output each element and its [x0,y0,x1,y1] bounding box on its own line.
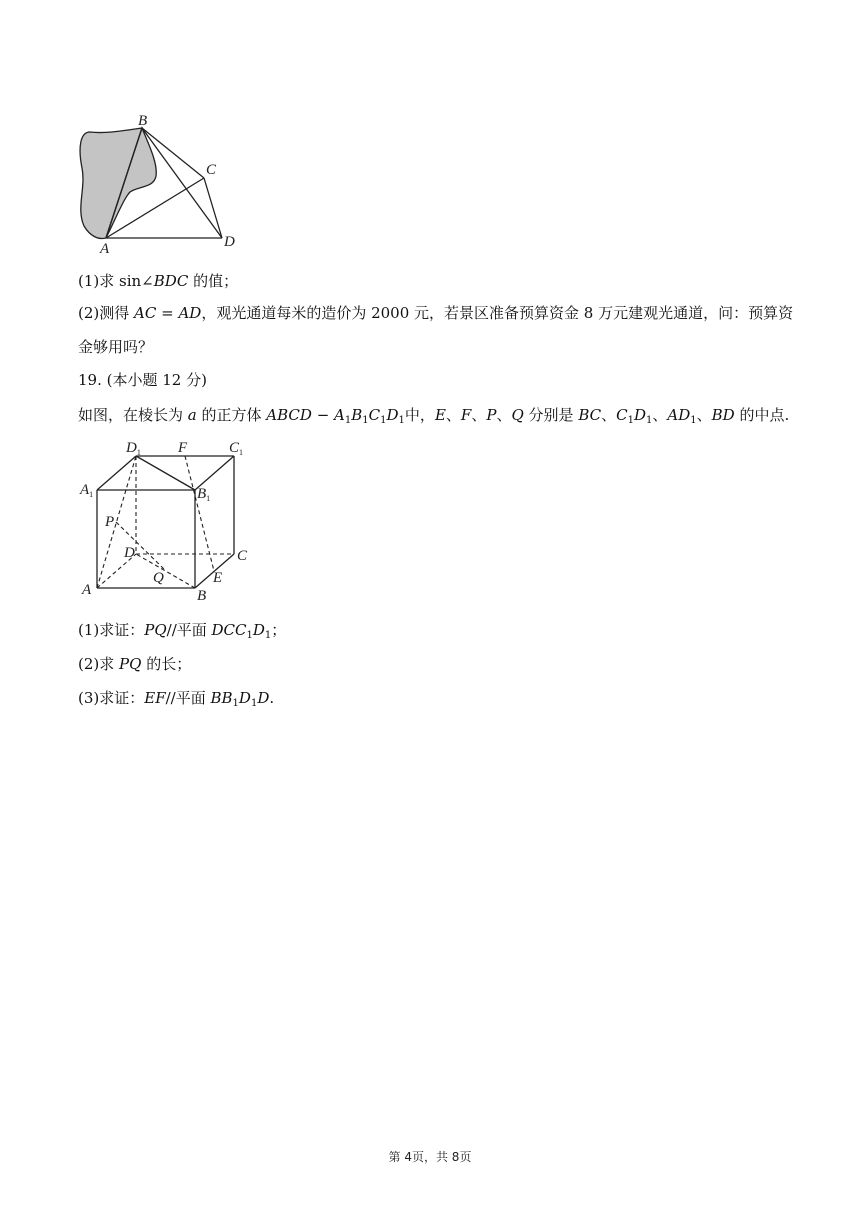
label-C: C [206,162,217,178]
q19-part3 [78,688,274,714]
text: (2)求 [78,655,120,673]
text: . [269,689,275,707]
q19-header [78,370,207,390]
text: 、 [471,406,487,424]
subscript: 1 [246,630,253,641]
label-C1: $C_1$ [229,440,244,457]
math-var: DCC [211,621,247,639]
q18-part1 [78,271,238,291]
q19-part2 [78,654,191,674]
math-var: AD [178,304,202,322]
text: 分别是 [523,406,579,424]
math-var: D [386,406,399,424]
subscript: 1 [627,415,634,426]
text: (1)求 [78,272,120,290]
label-B1: $B_1$ [197,486,211,503]
math-var: C [616,406,628,424]
label-A: A [100,241,110,257]
text: 、 [652,406,668,424]
math-var: D [238,689,251,707]
label-A1: $A_1$ [80,482,94,499]
math-var: ABCD [266,406,312,424]
text: 中， [404,406,435,424]
math-var: D [252,621,265,639]
subscript: 1 [264,630,272,641]
math-var: P [486,406,497,424]
label-E: E [213,570,223,586]
q18-part2-line2 [78,337,153,357]
math-var: AC [134,304,157,322]
math-op: = [156,304,179,322]
math-var: F [460,406,472,424]
cube-figure [72,434,262,606]
label-D: D [124,545,135,561]
label-B: B [197,588,207,604]
q18-part2-line1 [78,303,793,323]
math-op: − [311,406,335,424]
math-op: // [166,621,177,639]
text: 平面 [176,621,212,639]
math-var: B [351,406,363,424]
text: 、 [445,406,461,424]
text: 的长； [141,655,192,673]
subscript: 1 [344,415,352,426]
text: ，观光通道每米的造价为 2000 元，若景区准备预算资金 8 万元建观光通道，问：预算资 [201,304,794,322]
subscript: 1 [362,415,369,426]
math-op: // [165,689,176,707]
text: 的中点. [734,406,790,424]
math-var: PQ [119,655,142,673]
math-var: a [187,406,197,424]
label-B: B [138,113,148,129]
math-var: BB [210,689,233,707]
math-var: E [434,406,446,424]
edge-D1B1 [136,456,195,490]
segment-BD [142,128,222,238]
subscript: 1 [380,415,387,426]
text: 的正方体 [196,406,267,424]
q19-intro [78,405,789,431]
page-footer: 第 4页，共 8页 [388,1150,472,1164]
math-var: AD [667,406,691,424]
math-var: BD [711,406,735,424]
math-var: PQ [144,621,167,639]
label-P: P [105,514,115,530]
segment-BD [136,554,195,588]
text: 如图，在棱长为 [78,406,188,424]
label-Q: Q [153,570,164,586]
text: 、 [601,406,617,424]
text: ； [271,621,287,639]
label-F: F [178,440,188,456]
subscript: 1 [232,698,239,709]
segment-CD [204,178,222,238]
scenic-area-figure [72,108,252,258]
label-A: A [82,582,92,598]
math-var: D [257,689,270,707]
math-func: sin∠ [119,272,154,290]
subscript: 1 [398,415,405,426]
label-C: C [237,548,248,564]
text: 、 [496,406,512,424]
math-var: A [334,406,345,424]
text: 金够用吗？ [78,338,154,356]
text: (3)求证： [78,689,145,707]
text: (1)求证： [78,621,145,639]
label-D1: $D_1$ [126,440,141,457]
subscript: 1 [646,415,653,426]
edge-B1C1 [195,456,234,490]
math-var: Q [511,406,524,424]
subscript: 1 [250,698,258,709]
q19-part1 [78,620,286,646]
math-var: D [633,406,646,424]
text: 、 [696,406,712,424]
math-var: EF [144,689,166,707]
math-var: C [368,406,381,424]
text: (2)测得 [78,304,135,322]
math-var: BC [578,406,602,424]
question-header: 19. (本小题 12 分) [78,371,207,389]
subscript: 1 [690,415,697,426]
edge-A1D1 [97,456,136,490]
label-D: D [224,234,235,250]
text: 的值； [188,272,239,290]
math-var: BDC [153,272,189,290]
text: 平面 [175,689,211,707]
